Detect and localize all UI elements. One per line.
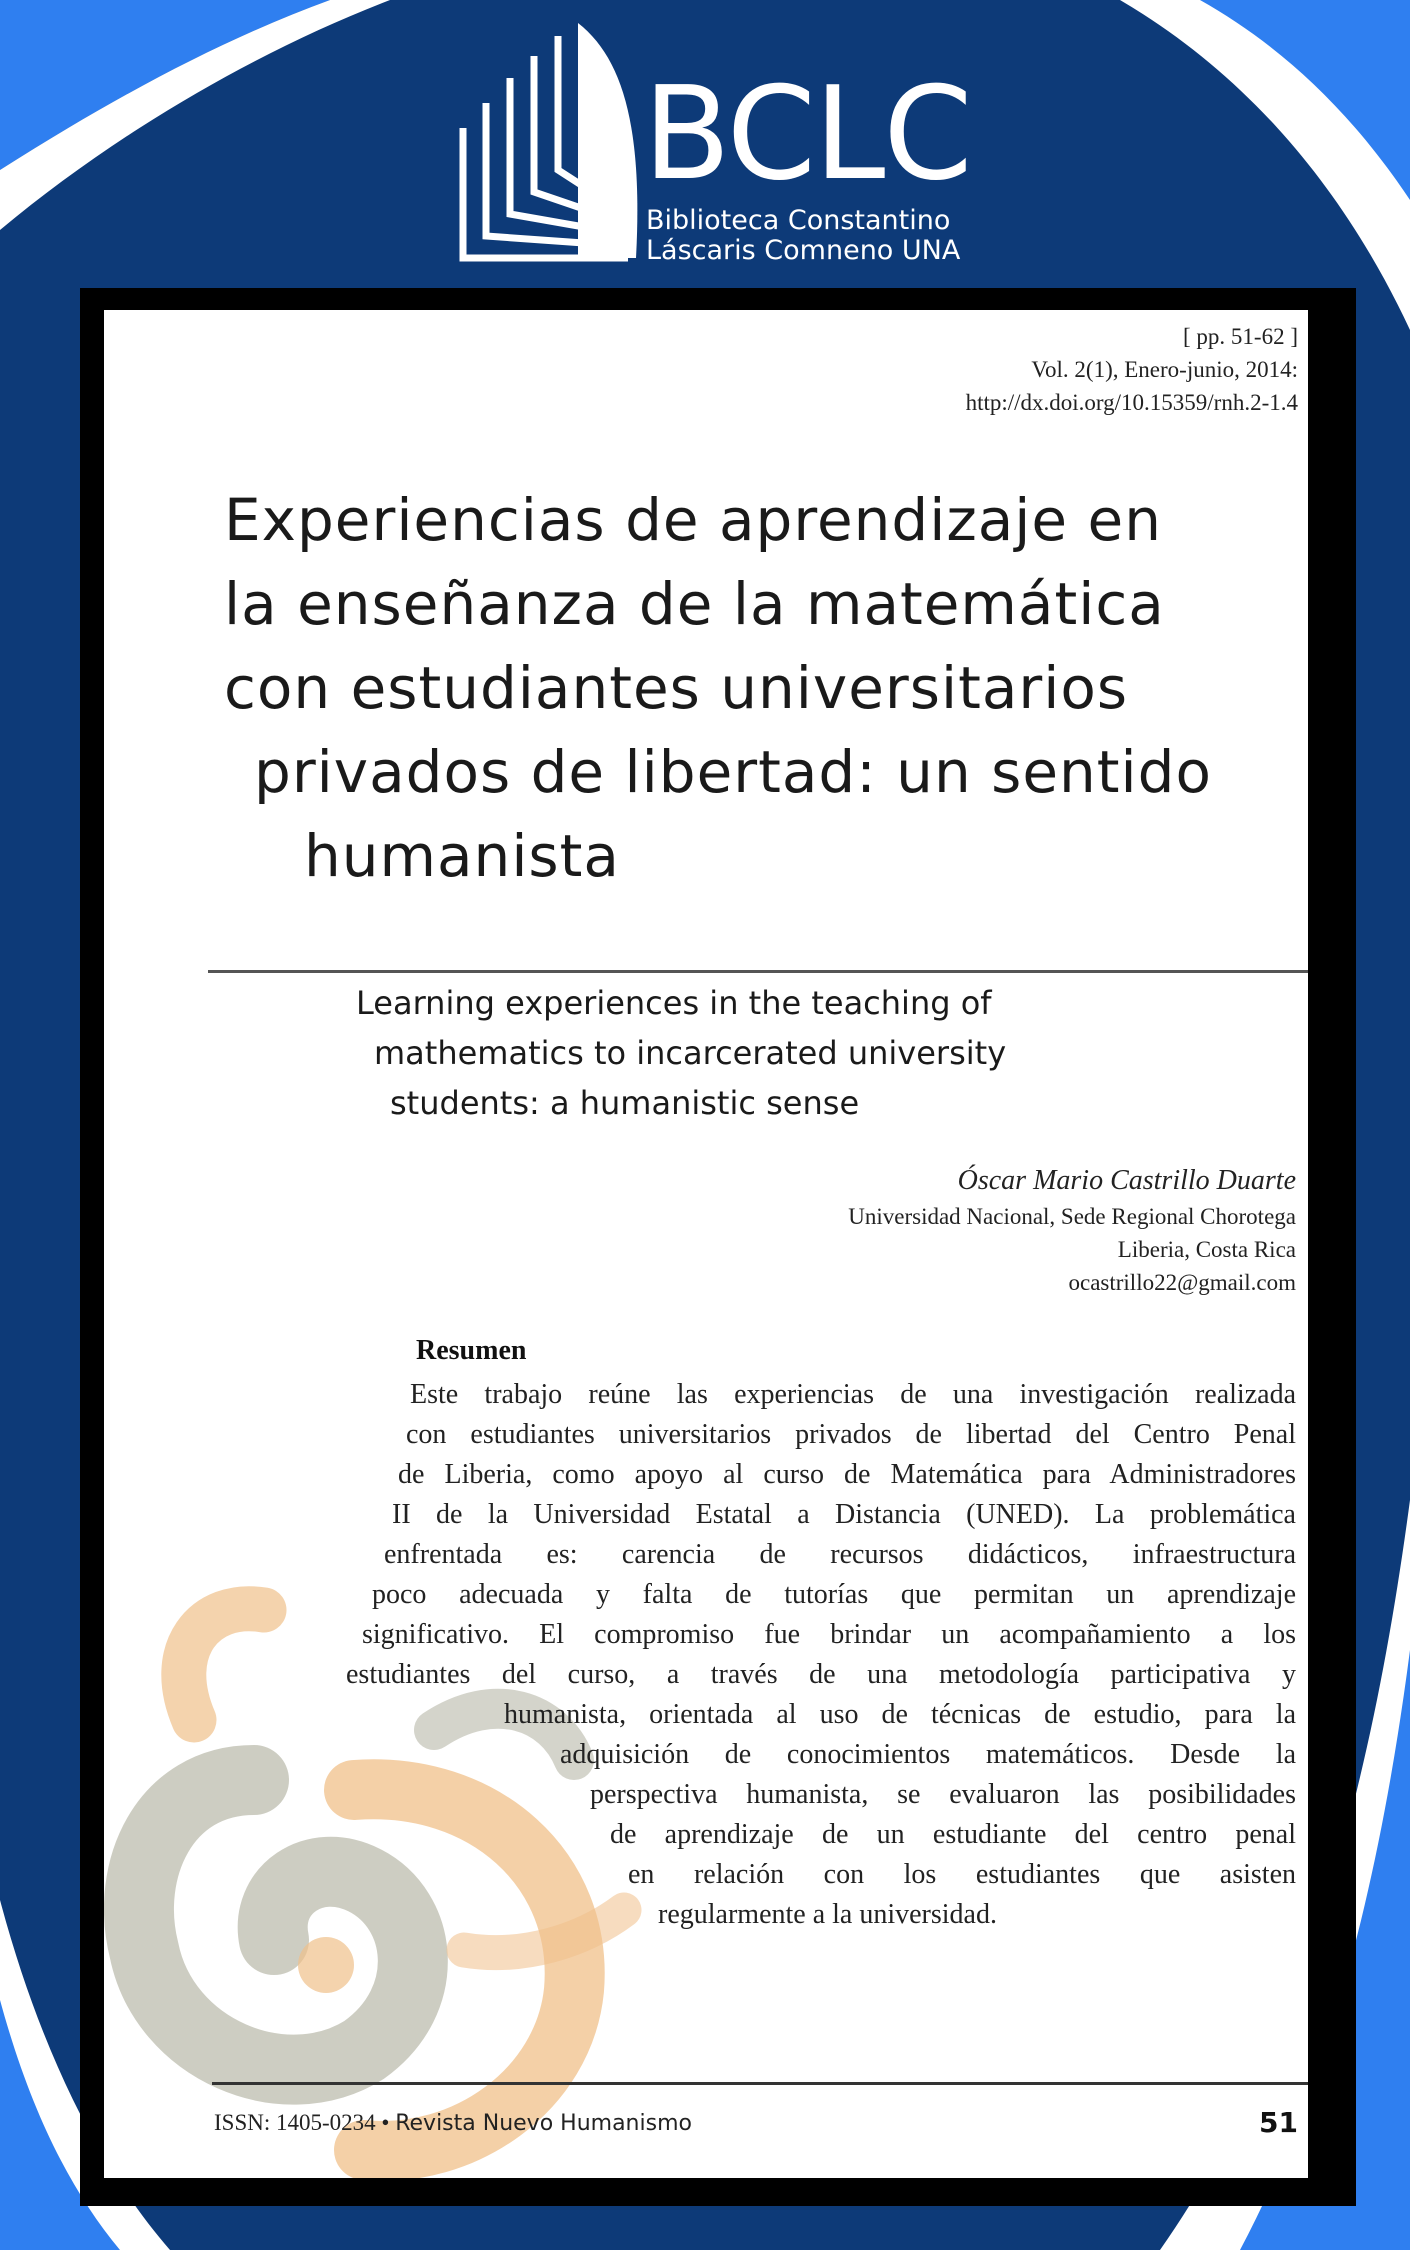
title-line: con estudiantes universitarios xyxy=(224,654,1129,722)
abstract-line: estudiantes del curso, a través de una metodología participativa y xyxy=(346,1659,1296,1690)
page-number: 51 xyxy=(1259,2106,1298,2139)
abstract-line: de aprendizaje de un estudiante del centro penal xyxy=(610,1819,1296,1850)
abstract-line: con estudiantes universitarios privados de libertad del Centro Penal xyxy=(406,1419,1296,1450)
journal-name: Revista Nuevo Humanismo xyxy=(395,2111,692,2136)
document-title xyxy=(224,478,1304,898)
page-range: [ pp. 51-62 ] xyxy=(1183,324,1298,349)
abstract-line: Este trabajo reúne las experiencias de una investigación realizada xyxy=(410,1379,1296,1410)
document-meta xyxy=(966,320,1298,419)
logo-letters: BCLC xyxy=(643,60,971,209)
abstract-line: enfrentada es: carencia de recursos didácticos, infraestructura xyxy=(384,1539,1296,1570)
doi-link[interactable]: http://dx.doi.org/10.15359/rnh.2-1.4 xyxy=(965,390,1298,415)
abstract-line: poco adecuada y falta de tutorías que permitan un aprendizaje xyxy=(372,1579,1296,1610)
abstract-line: en relación con los estudiantes que asisten xyxy=(628,1859,1296,1890)
title-line: privados de libertad: un sentido xyxy=(254,738,1212,806)
footer-bullet: • xyxy=(381,2110,396,2135)
abstract-line: II de la Universidad Estatal a Distancia (UNED). La problemática xyxy=(392,1499,1296,1530)
author-affiliation: Universidad Nacional, Sede Regional Chorotega xyxy=(848,1204,1296,1229)
abstract-line: adquisición de conocimientos matemáticos. Desde la xyxy=(560,1739,1296,1770)
subtitle-line: mathematics to incarcerated university xyxy=(374,1034,1007,1072)
logo-subtitle-line2: Láscaris Comneno UNA xyxy=(646,235,961,266)
title-divider xyxy=(208,970,1308,973)
abstract-line: humanista, orientada al uso de técnicas de estudio, para la xyxy=(504,1699,1296,1730)
abstract-line: regularmente a la universidad. xyxy=(658,1899,997,1930)
document-subtitle xyxy=(356,978,1006,1128)
bclc-logo xyxy=(448,18,971,266)
logo-subtitle xyxy=(646,206,960,266)
author-block xyxy=(848,1162,1296,1299)
author-email[interactable]: ocastrillo22@gmail.com xyxy=(1068,1270,1296,1295)
title-line: la enseñanza de la matemática xyxy=(224,570,1165,638)
volume-info: Vol. 2(1), Enero-junio, 2014: xyxy=(1031,357,1298,382)
logo-subtitle-line1: Biblioteca Constantino xyxy=(646,205,951,236)
subtitle-line: students: a humanistic sense xyxy=(390,1084,860,1122)
document-page xyxy=(104,310,1308,2178)
abstract-line: significativo. El compromiso fue brindar un acompañamiento a los xyxy=(362,1619,1296,1650)
title-line: humanista xyxy=(304,822,620,890)
author-name: Óscar Mario Castrillo Duarte xyxy=(957,1165,1296,1196)
subtitle-line: Learning experiences in the teaching of xyxy=(356,984,992,1022)
abstract-line: de Liberia, como apoyo al curso de Matemática para Administradores xyxy=(398,1459,1296,1490)
footer-citation xyxy=(214,2110,692,2136)
author-location: Liberia, Costa Rica xyxy=(1117,1237,1296,1262)
issn: ISSN: 1405-0234 xyxy=(214,2110,376,2135)
abstract-line: perspectiva humanista, se evaluaron las posibilidades xyxy=(590,1779,1296,1810)
book-stack-icon xyxy=(448,18,648,266)
footer-divider xyxy=(212,2082,1308,2085)
title-line: Experiencias de aprendizaje en xyxy=(224,486,1162,554)
abstract-heading: Resumen xyxy=(416,1335,527,1366)
